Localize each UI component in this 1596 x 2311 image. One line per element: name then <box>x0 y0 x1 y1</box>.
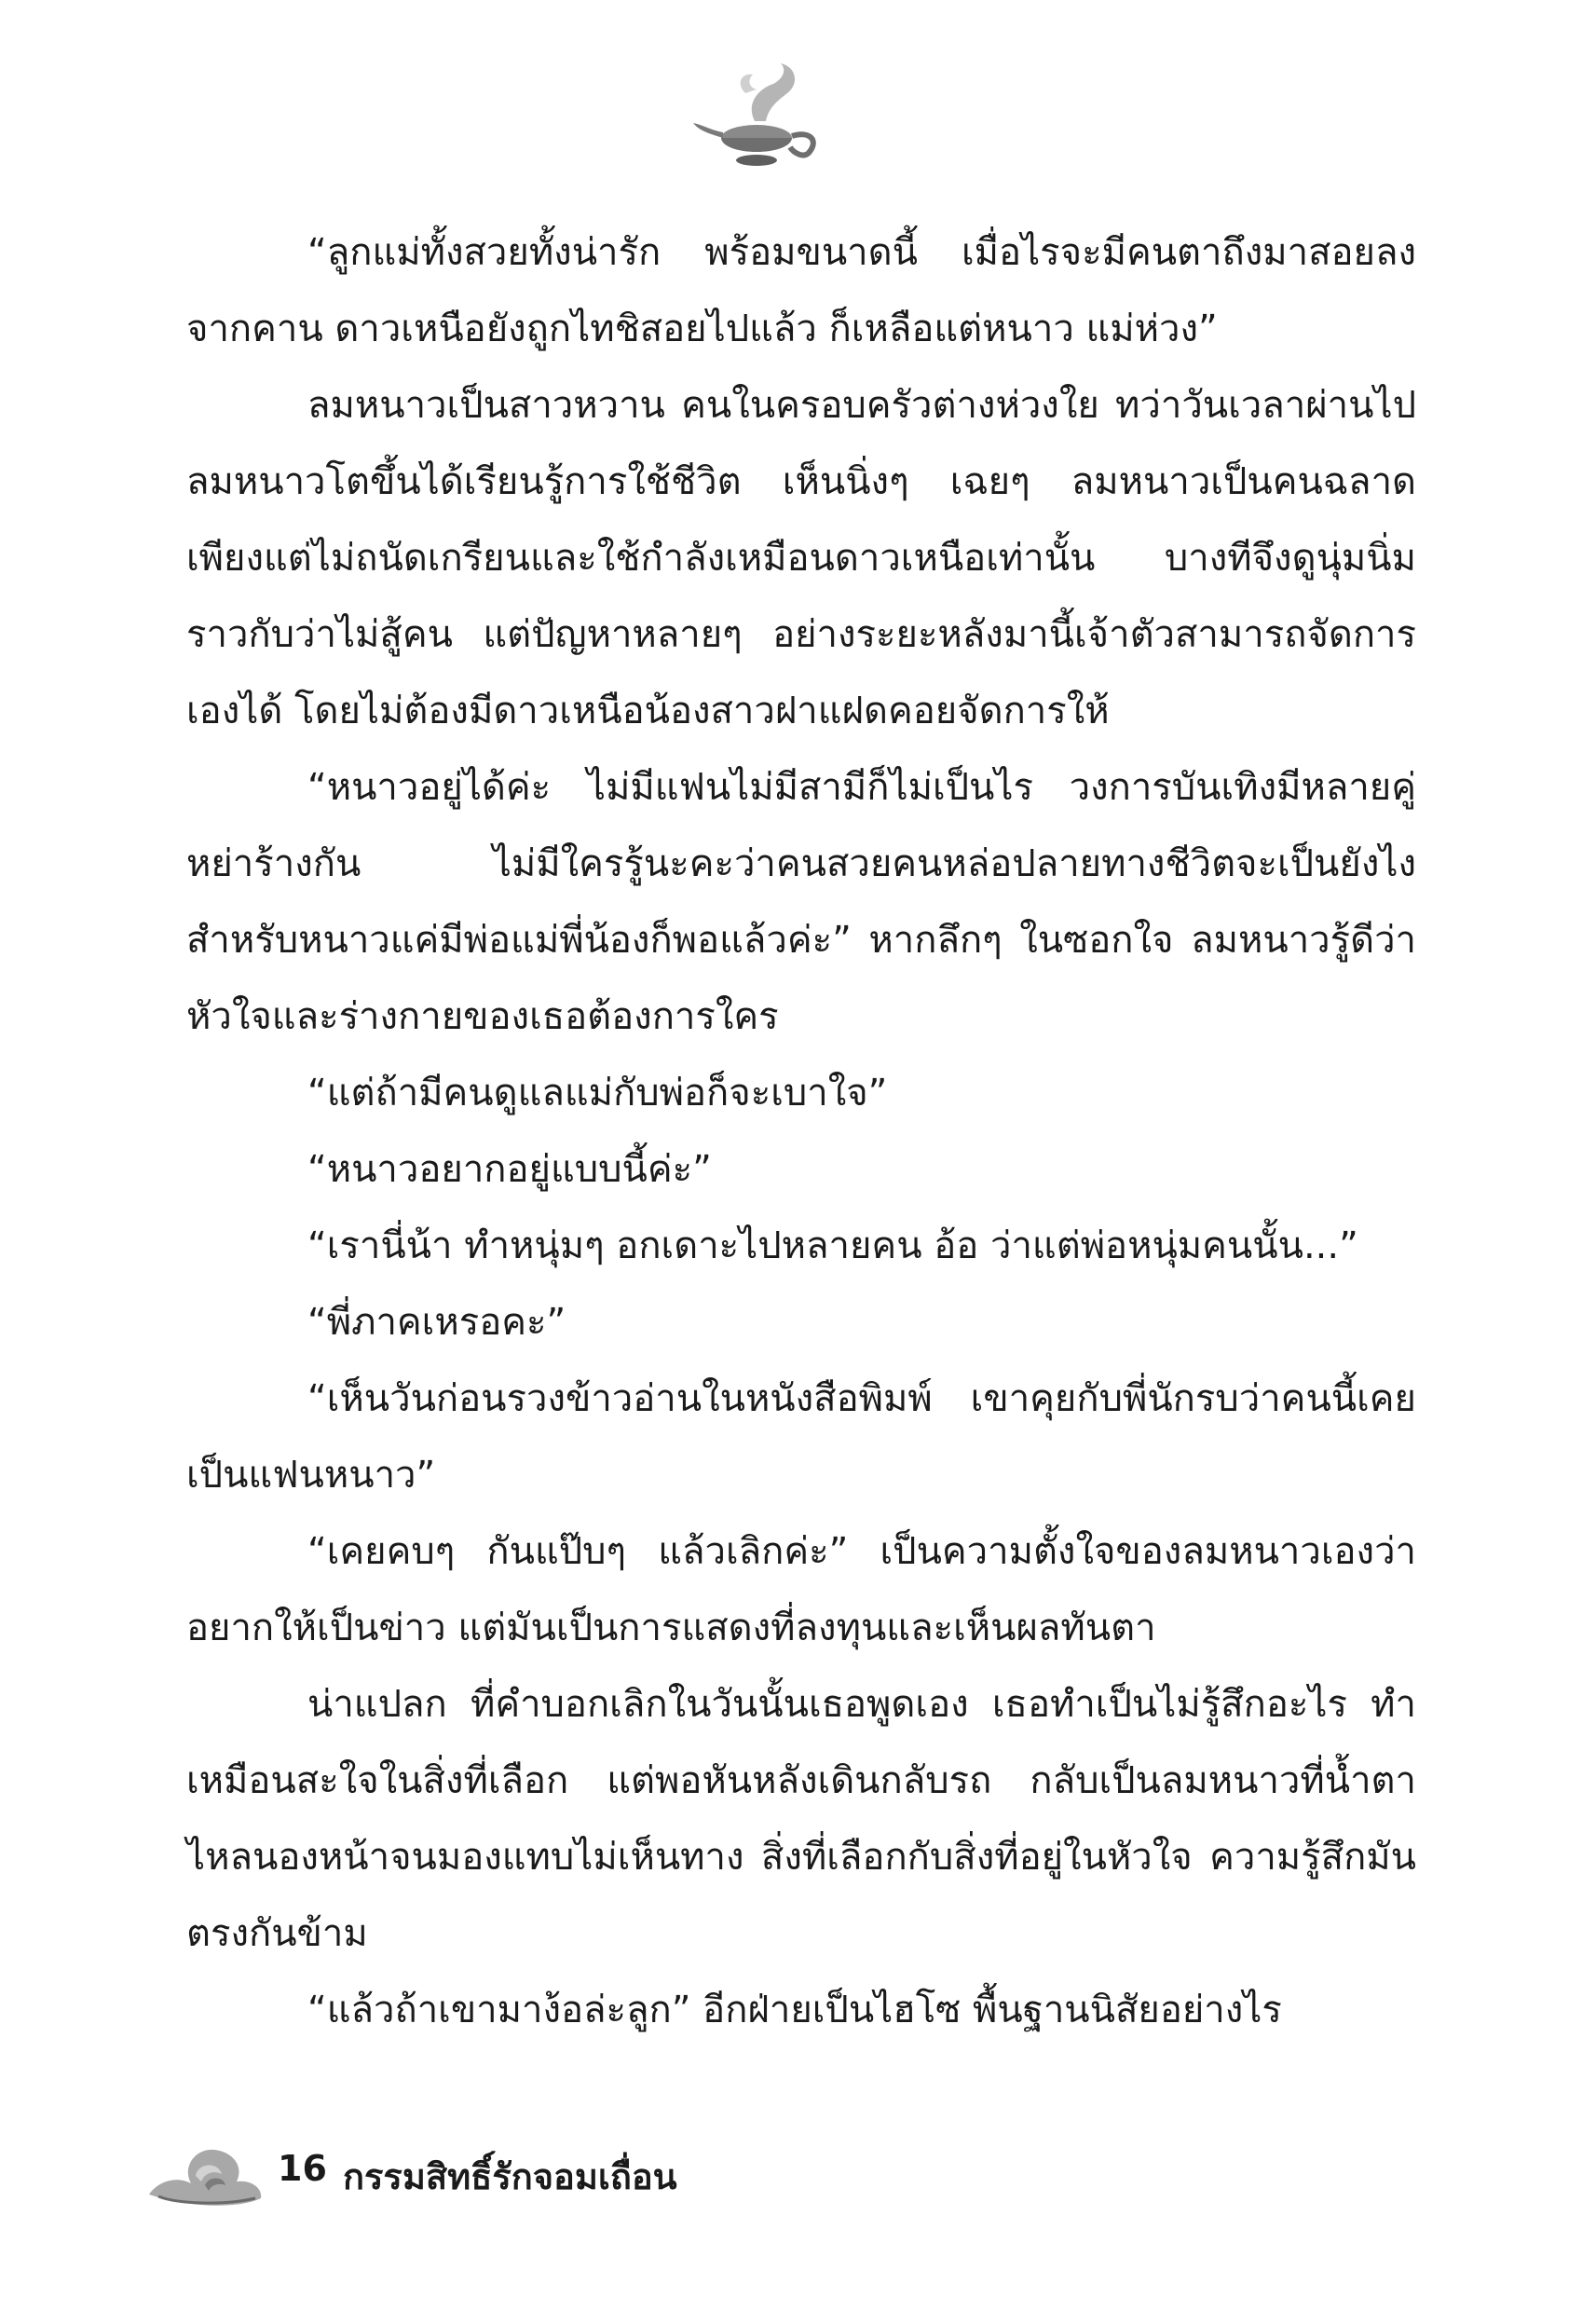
page-footer <box>140 2129 792 2213</box>
paragraph: “หนาวอยู่ได้ค่ะ ไม่มีแฟนไม่มีสามีก็ไม่เป็นไร วงการบันเทิงมีหลายคู่หย่าร้างกัน ไม่มีใครรู้นะคะว่าคนสวยคนหล่อปลายทางชีวิตจะเป็นยังไง สำหรับหนาวแค่มีพ่อแม่พี่น้องก็พอแล้วค่ะ” หากลึกๆ ในซอกใจ ลมหนาวรู้ดีว่าหัวใจและร่างกายของเธอต้องการใคร <box>186 766 1416 1038</box>
book-title: กรรมสิทธิ์รักจอมเถื่อน <box>343 2156 677 2197</box>
genie-lamp-icon <box>689 56 829 177</box>
body-text <box>186 214 1416 2048</box>
page-number: 16 <box>278 2148 327 2189</box>
paragraph: “พี่ภาคเหรอคะ” <box>307 1301 566 1344</box>
paragraph: “แล้วถ้าเขามาง้อล่ะลูก” อีกฝ่ายเป็นไฮโซ พื้นฐานนิสัยอย่างไร <box>307 1989 1282 2031</box>
rose-icon <box>140 2129 270 2213</box>
paragraph: “แต่ถ้ามีคนดูแลแม่กับพ่อก็จะเบาใจ” <box>307 1072 888 1114</box>
paragraph: “เห็นวันก่อนรวงข้าวอ่านในหนังสือพิมพ์ เขาคุยกับพี่นักรบว่าคนนี้เคยเป็นแฟนหนาว” <box>186 1377 1416 1497</box>
paragraph: “เคยคบๆ กันแป๊บๆ แล้วเลิกค่ะ” เป็นความตั้งใจของลมหนาวเองว่าอยากให้เป็นข่าว แต่มันเป็นการแสดงที่ลงทุนและเห็นผลทันตา <box>186 1530 1416 1649</box>
paragraph: “เรานี่น้า ทำหนุ่มๆ อกเดาะไปหลายคน อ้อ ว่าแต่พ่อหนุ่มคนนั้น...” <box>307 1224 1358 1267</box>
paragraph: “หนาวอยากอยู่แบบนี้ค่ะ” <box>307 1148 712 1191</box>
paragraph: น่าแปลก ที่คำบอกเลิกในวันนั้นเธอพูดเอง เธอทำเป็นไม่รู้สึกอะไร ทำเหมือนสะใจในสิ่งที่เลือก แต่พอหันหลังเดินกลับรถ กลับเป็นลมหนาวที่น้ำตาไหลนองหน้าจนมองแทบไม่เห็นทาง สิ่งที่เลือกกับสิ่งที่อยู่ในหัวใจ ความรู้สึกมันตรงกันข้าม <box>186 1683 1416 1955</box>
paragraph: “ลูกแม่ทั้งสวยทั้งน่ารัก พร้อมขนาดนี้ เมื่อไรจะมีคนตาถึงมาสอยลงจากคาน ดาวเหนือยังถูกไทชิสอยไปแล้ว ก็เหลือแต่หนาว แม่ห่วง” <box>186 231 1416 350</box>
paragraph: ลมหนาวเป็นสาวหวาน คนในครอบครัวต่างห่วงใย ทว่าวันเวลาผ่านไป ลมหนาวโตขึ้นได้เรียนรู้การใช้ชีวิต เห็นนิ่งๆ เฉยๆ ลมหนาวเป็นคนฉลาด เพียงแต่ไม่ถนัดเกรียนและใช้กำลังเหมือนดาวเหนือเท่านั้น บางทีจึงดูนุ่มนิ่มราวกับว่าไม่สู้คน แต่ปัญหาหลายๆ อย่างระยะหลังมานี้เจ้าตัวสามารถจัดการเองได้ โดยไม่ต้องมีดาวเหนือน้องสาวฝาแฝดคอยจัดการให้ <box>186 384 1416 732</box>
